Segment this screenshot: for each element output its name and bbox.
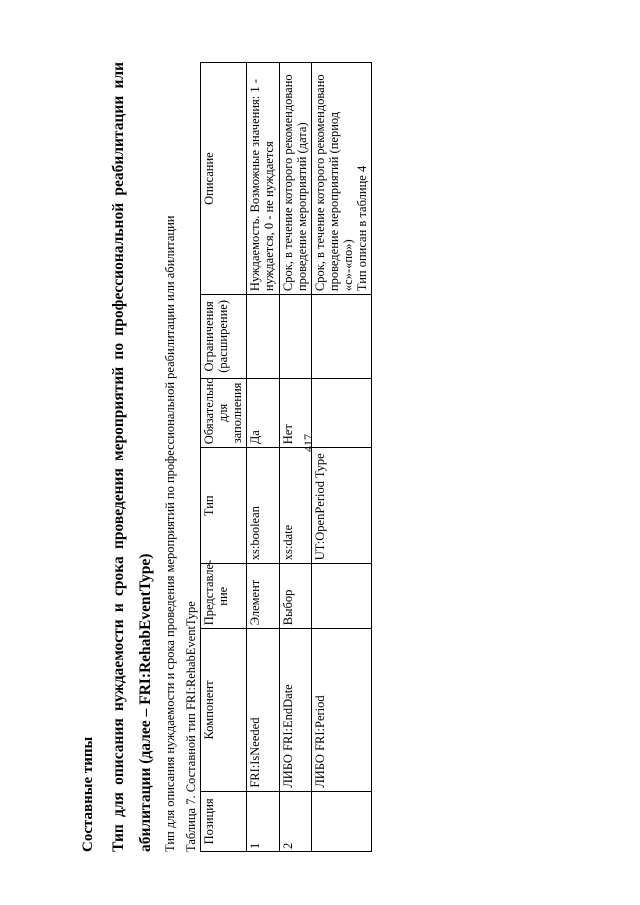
- rotated-content: [80, 62, 440, 852]
- cell-component: ЛИБО FRI:Period: [312, 629, 372, 791]
- header-representation: Представле-ние: [201, 564, 247, 629]
- table-row: [279, 63, 312, 852]
- header-constraints: Ограничения (расширение): [201, 295, 247, 379]
- cell-representation: [312, 564, 372, 629]
- intro-text: Тип для описания нуждаемости и срока проведения мероприятий по профессиональной реабилитации или абилитации: [163, 215, 177, 852]
- description-reference: Тип описан в таблице 4: [354, 165, 369, 292]
- header-component: Компонент: [201, 629, 247, 791]
- table-row: [247, 63, 280, 852]
- cell-position: 2: [279, 791, 312, 851]
- section-heading: Составные типы: [80, 736, 96, 852]
- cell-description: Срок, в течение которого рекомендовано проведение мероприятий (дата): [279, 63, 312, 295]
- document-title-line2: абилитации (далее – FRI:RehabEventType): [137, 553, 154, 852]
- cell-representation: Выбор: [279, 564, 312, 629]
- cell-constraints: [247, 295, 280, 379]
- cell-position: 1: [247, 791, 280, 851]
- cell-required: Нет: [279, 378, 312, 448]
- cell-component: ЛИБО FRI:EndDate: [279, 629, 312, 791]
- page-number: 417: [301, 434, 315, 452]
- cell-required: [312, 378, 372, 448]
- table-header-row: [201, 63, 247, 852]
- cell-position: [312, 791, 372, 851]
- cell-constraints: [279, 295, 312, 379]
- header-type: Тип: [201, 448, 247, 564]
- cell-representation: Элемент: [247, 564, 280, 629]
- header-required: Обязательно для заполнения: [201, 378, 247, 448]
- cell-description: [312, 63, 372, 295]
- table-row: [312, 63, 372, 852]
- document-title-line1: Тип для описания нуждаемости и срока проведения мероприятий по профессиональной реабилитации или: [110, 62, 127, 852]
- cell-type: xs:boolean: [247, 448, 280, 564]
- description-text: Срок, в течение которого рекомендовано проведение мероприятий (период «с»-«по»): [313, 74, 355, 292]
- cell-component: FRI:IsNeeded: [247, 629, 280, 791]
- cell-type: xs:date: [279, 448, 312, 564]
- rehab-event-type-table: [200, 62, 372, 852]
- header-description: Описание: [201, 63, 247, 295]
- header-position: Позиция: [201, 791, 247, 851]
- cell-description: Нуждаемость. Возможные значения: 1 - нуждается, 0 - не нуждается: [247, 63, 280, 295]
- table-caption: Таблица 7. Составной тип FRI:RehabEventType: [184, 601, 198, 852]
- cell-constraints: [312, 295, 372, 379]
- cell-type: UT:OpenPeriod Type: [312, 448, 372, 564]
- cell-required: Да: [247, 378, 280, 448]
